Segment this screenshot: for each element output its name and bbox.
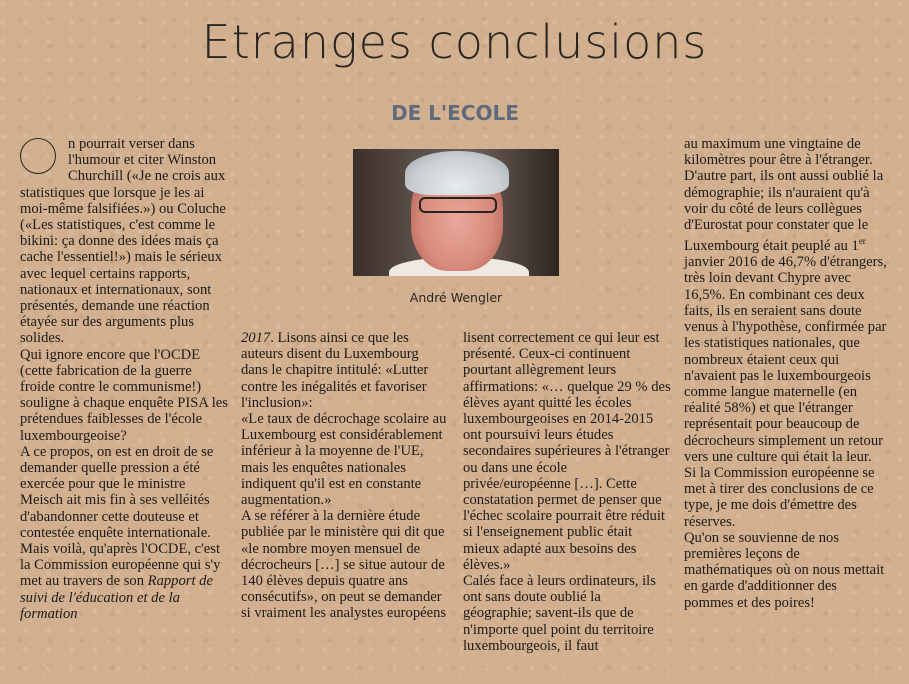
paragraph-text: janvier 2016 de 46,7% d'étrangers, très loin devant Chypre avec 16,5%. En combinant ces deux faits, ils en seraient sans doute venus à l'hypothèse, confirmée par les statistiques nationales, que nombreux étaient ceux qui n'avaient pas le luxembourgeois comme langue maternelle (en réalité 58%) et que l'étranger représentait pour beaucoup de décrocheurs simplement un retour vers une culture qui était la leur. [684, 254, 887, 465]
paragraph-text: au maximum une vingtaine de kilomètres pour être à l'étranger. D'autre part, ils ont aussi oublié la démographie; ils n'auraient qu'à voir du côté de leurs collègues d'Eurostat pour constater que le Luxembourg était peuplé au 1 [684, 136, 884, 255]
paragraph: «Le taux de décrochage scolaire au Luxembourg est considérablement inférieur à la moyenne de l'UE, mais les enquêtes nationales indiquent qu'il est en constante augmentation.» [241, 411, 447, 509]
paragraph: A se référer à la dernière étude publiée par le ministère qui dit que «le nombre moyen mensuel de décrocheurs […] se situe autour de 140 élèves depuis quatre ans consécutifs», on peut se demander si vraiment les analystes européens [241, 508, 447, 622]
paragraph: Qu'on se souvienne de nos premières leçons de mathématiques où on nous mettait en garde d'additionner des pommes et des poires! [684, 529, 885, 611]
report-title: Rapport de suivi de l'éducation et de la formation [20, 573, 213, 622]
column-1 [20, 136, 228, 622]
paragraph [241, 330, 449, 411]
section-label: DE L'ECOLE [391, 101, 519, 125]
paragraph: A ce propos, on est en droit de se demander quelle pression a été exercée pour que le ministre Meisch ait mis fin à ses velléités d'abandonner cette douteuse et contestée enquête internationale. [20, 443, 214, 541]
paragraph: lisent correctement ce qui leur est présenté. Ceux-ci continuent pourtant allègrement leurs affirmations: «… quelque 29 % des élèves ayant quitté les écoles luxembourgeoises en 2014-2015 ont poursuivi leurs études secondaires supérieures à l'étranger ou dans une école privée/européenne […]. Cette constatation permet de penser que l'échec scolaire pourrait être réduit si l'enseignement public était mieux adapté aux besoins des élèves.» [463, 330, 671, 573]
photo-hair [405, 151, 509, 195]
report-year: 2017 [241, 330, 271, 346]
photo-caption: André Wengler [409, 290, 503, 305]
paragraph: Si la Commission européenne se met à tirer des conclusions de ce type, je me dois d'émettre des réserves. [684, 464, 875, 530]
author-photo [353, 149, 559, 276]
column-3 [463, 330, 671, 654]
photo-glasses [419, 197, 497, 213]
headline: Etranges conclusions [201, 15, 708, 69]
column-2 [241, 330, 449, 622]
paragraph: n pourrait verser dans l'humour et citer Winston Churchill («Je ne crois aux statistiques que lorsque je les ai moi-même falsifiées.») ou Coluche («Les statistiques, c'est comme le bikini: ça donne des idées mais ça cache l'essentiel!») mais le sérieux avec lequel certains rapports, nationaux et internationaux, sont présentés, demande une réaction étayée sur des arguments plus solides. [20, 136, 226, 347]
dropcap-o-icon [20, 138, 56, 174]
paragraph [684, 136, 890, 465]
paragraph-text: Mais voilà, qu'après l'OCDE, c'est la Commission européenne qui s'y met au travers de son [20, 541, 221, 590]
paragraph [20, 541, 228, 622]
paragraph: Calés face à leurs ordinateurs, ils ont sans doute oublié la géographie; savent-ils que de n'importe quel point du territoire luxembourgeois, il faut [463, 573, 656, 654]
superscript: er [858, 236, 866, 247]
paragraph-text: . Lisons ainsi ce que les auteurs disent du Luxembourg dans le chapitre intitulé: «Lutter contre les inégalités et favoriser l'inclusion»: [241, 330, 429, 411]
paragraph: Qui ignore encore que l'OCDE (cette fabrication de la guerre froide contre le communisme!) souligne à chaque enquête PISA les prétendues faiblesses de l'école luxembourgeoise? [20, 346, 228, 444]
column-4 [684, 136, 890, 611]
